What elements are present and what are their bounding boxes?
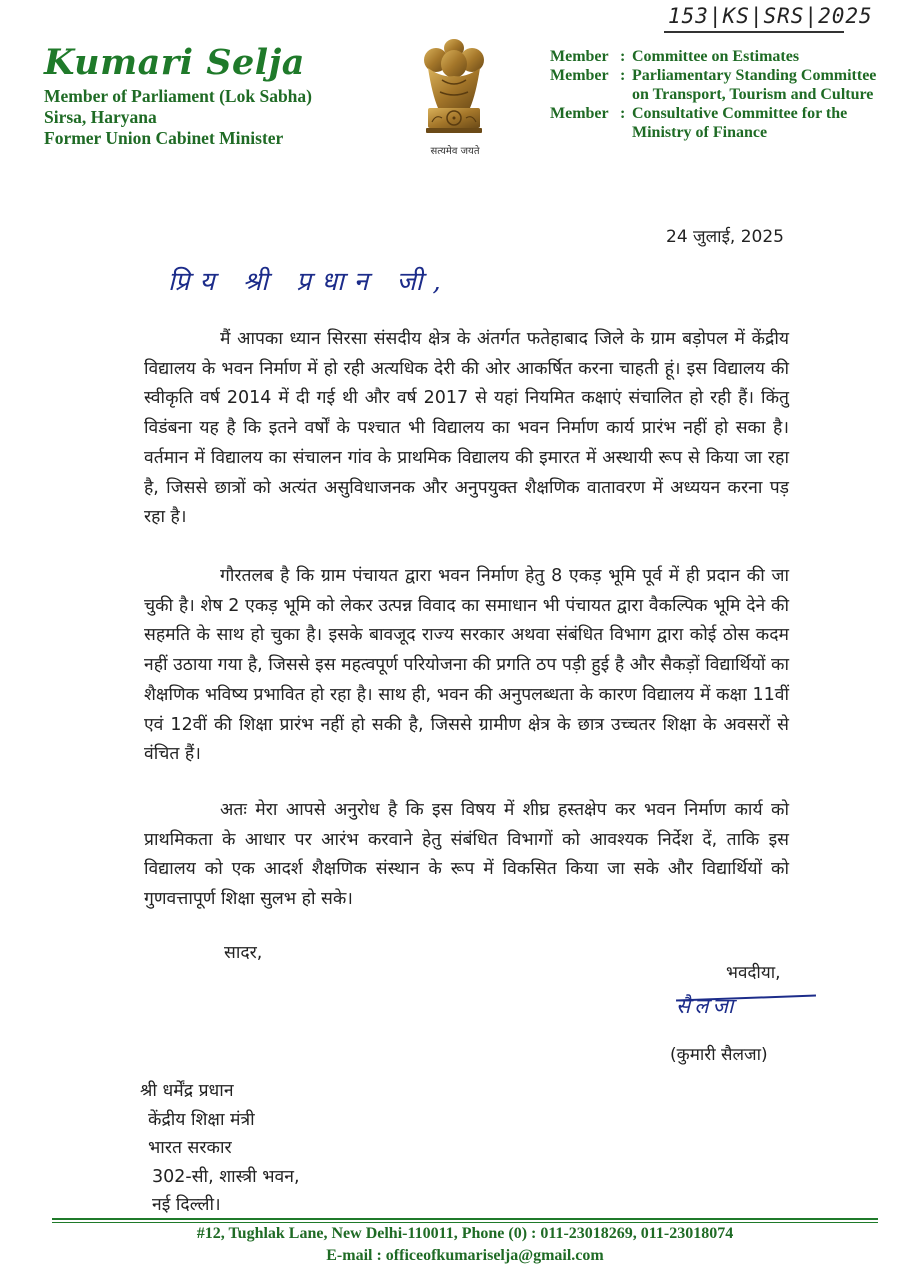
reference-underline <box>664 31 844 33</box>
salutation: प्रिय श्री प्रधान जी, <box>168 267 451 297</box>
membership-colon: : <box>620 105 626 122</box>
closing-yours: भवदीया, <box>726 963 781 983</box>
footer-contact <box>52 1223 878 1267</box>
emblem-motto: सत्यमेव जयते <box>430 146 480 157</box>
addressee-line: भारत सरकार <box>148 1138 232 1158</box>
body-paragraph <box>144 796 789 915</box>
addressee-block <box>140 1077 300 1220</box>
membership-label: Member <box>550 48 609 65</box>
addressee-line: केंद्रीय शिक्षा मंत्री <box>148 1109 255 1130</box>
national-emblem-icon <box>414 34 494 144</box>
membership-colon: : <box>620 67 626 84</box>
sender-details <box>44 86 312 149</box>
membership-text: Consultative Committee for the Ministry of Finance <box>632 105 848 141</box>
paragraph-text: मैं आपका ध्यान सिरसा संसदीय क्षेत्र के अंतर्गत फतेहाबाद जिले के ग्राम बड़ोपल में केंद्रीय विद्यालय के भवन निर्माण में हो रही अत्यधिक देरी की ओर आकर्षित करना चाहती हूं। इस विद्यालय की स्वीकृति वर्ष 2014 में दी गई थी और वर्ष 2017 से यहां नियमित कक्षाएं संचालित हो रही हैं। किंतु विडंबना यह है कि इतने वर्षों के पश्चात भी विद्यालय का भवन निर्माण कार्य प्रारंभ नहीं हो सका है। वर्तमान में विद्यालय का संचालन गांव के प्राथमिक विद्यालय की इमारत में अस्थायी रूप से किया जा रहा है, जिससे छात्रों को अत्यंत असुविधाजनक और अनुपयुक्त शैक्षणिक वातावरण में अध्ययन करना पड़ रहा है। <box>144 329 789 528</box>
sender-title: Member of Parliament (Lok Sabha) <box>44 86 312 106</box>
addressee-line: श्री धर्मेंद्र प्रधान <box>140 1081 234 1101</box>
sender-former-role: Former Union Cabinet Minister <box>44 128 284 148</box>
sender-constituency: Sirsa, Haryana <box>44 107 157 127</box>
signer-name: (कुमारी सैलजा) <box>670 1045 768 1065</box>
body-paragraph <box>144 562 789 770</box>
committee-memberships <box>550 47 890 142</box>
membership-text: Parliamentary Standing Committee on Transport, Tourism and Culture <box>632 67 877 103</box>
addressee-line: नई दिल्ली। <box>152 1195 221 1215</box>
membership-colon: : <box>620 48 626 65</box>
addressee-line: 302-सी, शास्त्री भवन, <box>152 1166 300 1187</box>
membership-row <box>550 47 890 66</box>
paragraph-text: अतः मेरा आपसे अनुरोध है कि इस विषय में शीघ्र हस्तक्षेप कर भवन निर्माण कार्य को प्राथमिकता के आधार पर आरंभ करवाने हेतु संबंधित विभागों को आवश्यक निर्देश दें, ताकि इस विद्यालय को एक आदर्श शैक्षणिक संस्थान के रूप में विकसित किया जा सके और विद्यार्थियों को गुणवत्तापूर्ण शिक्षा सुलभ हो सके। <box>144 800 789 910</box>
membership-text: Committee on Estimates <box>632 48 800 65</box>
footer-email: E-mail : officeofkumariselja@gmail.com <box>326 1247 604 1264</box>
footer-divider <box>52 1218 878 1220</box>
membership-row <box>550 104 890 142</box>
closing-regards: सादर, <box>224 943 263 963</box>
footer-address: #12, Tughlak Lane, New Delhi-110011, Phone (0) : 011-23018269, 011-23018074 <box>196 1225 734 1242</box>
handwritten-signature: सैलजा <box>676 994 738 1018</box>
letter-date: 24 जुलाई, 2025 <box>666 227 784 247</box>
sender-name: Kumari Selja <box>44 42 305 83</box>
membership-row <box>550 66 890 104</box>
reference-number: 153|KS|SRS|2025 <box>668 4 873 28</box>
paragraph-text: गौरतलब है कि ग्राम पंचायत द्वारा भवन निर्माण हेतु 8 एकड़ भूमि पूर्व में ही प्रदान की जा चुकी है। शेष 2 एकड़ भूमि को लेकर उत्पन्न विवाद का समाधान भी पंचायत द्वारा वैकल्पिक भूमि देने की सहमति के साथ हो चुका है। इसके बावजूद राज्य सरकार अथवा संबंधित विभाग द्वारा कोई ठोस कदम नहीं उठाया गया है, जिससे इस महत्वपूर्ण परियोजना की प्रगति ठप पड़ी हुई है और सैकड़ों विद्यार्थियों का शैक्षणिक भविष्य प्रभावित हो रहा है। साथ ही, भवन की अनुपलब्धता के कारण विद्यालय में कक्षा 11वीं एवं 12वीं की शिक्षा प्रारंभ नहीं हो सकी है, जिससे ग्रामीण क्षेत्र के छात्र उच्चतर शिक्षा के अवसरों से वंचित हैं। <box>144 566 789 765</box>
body-paragraph <box>144 325 789 533</box>
membership-label: Member <box>550 67 609 84</box>
membership-label: Member <box>550 105 609 122</box>
